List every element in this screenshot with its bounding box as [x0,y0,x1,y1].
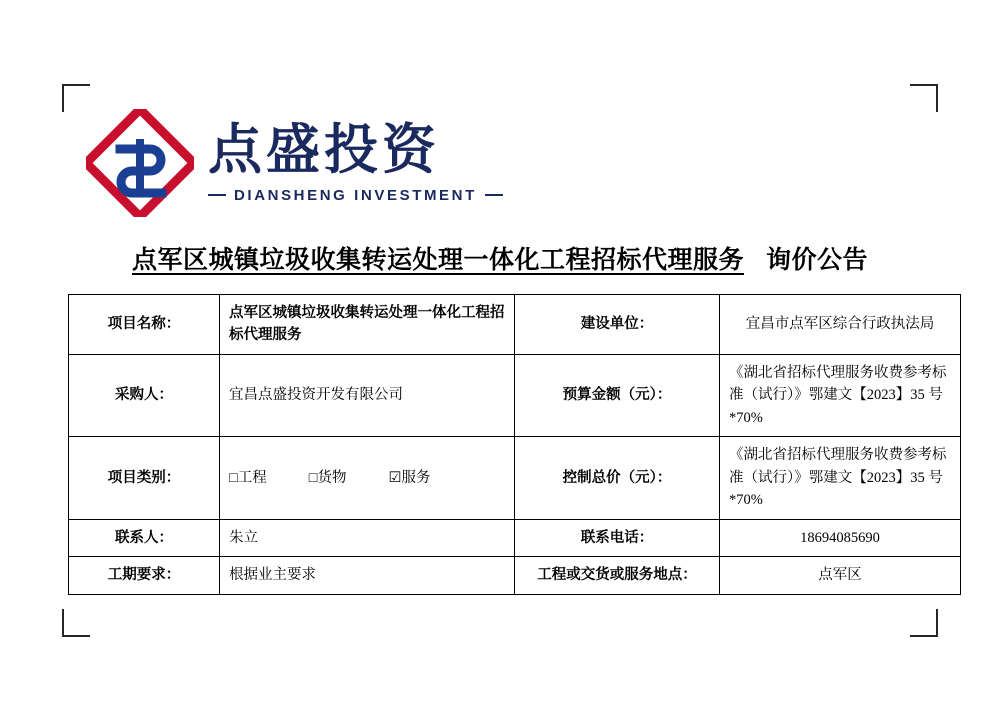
row-value-service-location: 点军区 [720,557,961,594]
checkbox-engineering[interactable]: □ [229,469,238,486]
logo-mark-icon [86,109,194,217]
row-label-contact-person: 联系人： [69,519,220,556]
table-row [69,519,961,556]
page-title [68,240,932,276]
row-label-contact-phone: 联系电话： [515,519,720,556]
row-value-budget-amount: 《湖北省招标代理服务收费参考标准（试行）》鄂建文【2023】35 号*70% [720,354,961,436]
row-value-construction-unit: 宜昌市点军区综合行政执法局 [720,295,961,355]
company-logo [86,104,932,222]
row-label-control-price: 控制总价（元）： [515,437,720,519]
document-page [68,96,947,595]
crop-mark-bottom-left [62,609,90,637]
checkbox-service[interactable]: ☑ [388,469,402,486]
category-label-engineering: 工程 [237,469,267,486]
category-option-service[interactable] [389,467,431,489]
category-label-goods: 货物 [317,469,347,486]
logo-rule-left [208,194,226,196]
row-value-purchaser: 宜昌点盛投资开发有限公司 [220,354,515,436]
row-value-control-price: 《湖北省招标代理服务收费参考标准（试行）》鄂建文【2023】35 号*70% [720,437,961,519]
row-label-service-location: 工程或交货或服务地点： [515,557,720,594]
category-label-service: 服务 [401,469,431,486]
row-label-purchaser: 采购人： [69,354,220,436]
crop-mark-bottom-right [910,609,938,637]
row-value-project-name: 点军区城镇垃圾收集转运处理一体化工程招标代理服务 [220,295,515,355]
row-label-budget-amount: 预算金额（元）： [515,354,720,436]
category-option-engineering[interactable] [229,467,267,489]
category-option-goods[interactable] [309,467,347,489]
row-label-construction-unit: 建设单位： [515,295,720,355]
row-label-duration-requirement: 工期要求： [69,557,220,594]
row-value-duration-requirement: 根据业主要求 [220,557,515,594]
row-value-contact-person: 朱立 [220,519,515,556]
logo-english-row [208,187,503,204]
row-label-project-category: 项目类别： [69,437,220,519]
table-row [69,295,961,355]
row-label-project-name: 项目名称： [69,295,220,355]
table-row [69,437,961,519]
logo-chinese-name: 点盛投资 [208,120,440,181]
row-value-project-category [220,437,515,519]
logo-rule-right [485,194,503,196]
checkbox-goods[interactable]: □ [308,469,318,486]
page-title-tail: 询价公告 [766,246,869,274]
page-title-main: 点军区城镇垃圾收集转运处理一体化工程招标代理服务 [131,246,744,274]
table-row [69,557,961,594]
row-value-contact-phone: 18694085690 [720,519,961,556]
project-info-table [68,294,961,595]
table-row [69,354,961,436]
logo-english-name: DIANSHENG INVESTMENT [234,186,477,204]
